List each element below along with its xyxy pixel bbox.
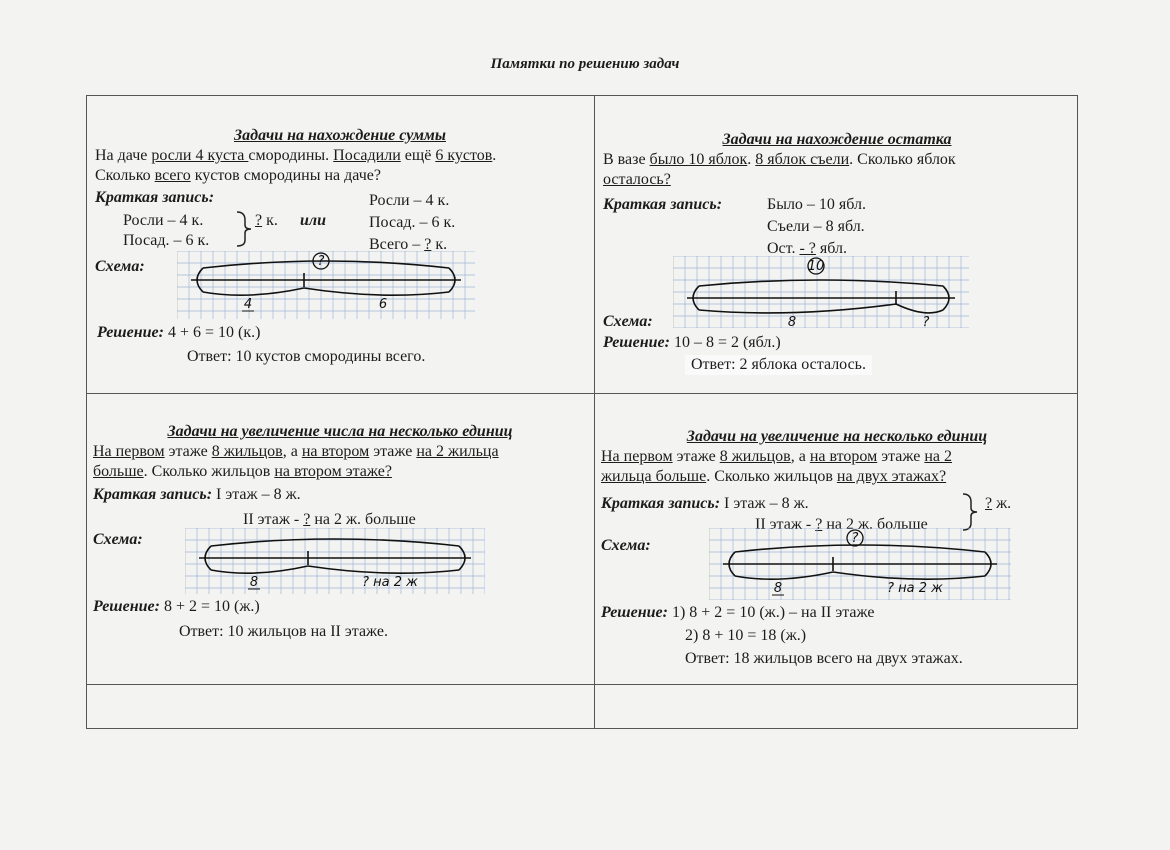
problem-text: В вазе было 10 яблок. 8 яблок съели. Сколько яблок	[603, 151, 956, 168]
problem-text: На первом этаже 8 жильцов, а на втором этаже на 2	[601, 448, 953, 465]
top-value-label: 10	[807, 259, 825, 274]
scheme-label: Схема:	[603, 313, 653, 330]
part-arc	[833, 572, 985, 579]
right-part-label: ? на 2 ж	[362, 575, 418, 590]
whole-arc	[699, 280, 943, 286]
solution-step-2: 2) 8 + 10 = 18 (ж.)	[685, 627, 807, 644]
solution: Решение: 4 + 6 = 10 (к.)	[97, 324, 261, 341]
short-record-alt: Росли – 4 к. Посад. – 6 к. Всего – ? к.	[369, 192, 456, 253]
short-record-lines: II этаж - ? на 2 ж. больше	[243, 511, 416, 528]
problem-text: На первом этаже 8 жильцов, а на втором этаже на 2 жильца	[93, 443, 499, 460]
short-record: Краткая запись: I этаж – 8 ж.	[93, 486, 301, 503]
short-record-label: Краткая запись:	[603, 196, 723, 213]
solution: Решение: 1) 8 + 2 = 10 (ж.) – на II этаже	[601, 604, 875, 621]
section-sum	[95, 126, 585, 186]
part-arc	[304, 288, 449, 295]
left-part-label: 8	[773, 581, 783, 596]
whole-arc	[735, 545, 985, 552]
section-heading: Задачи на нахождение остатка	[722, 131, 952, 148]
problem-text: Сколько всего кустов смородины на даче?	[95, 167, 381, 184]
short-record	[95, 188, 214, 208]
problem-text: На даче росли 4 куста смородины. Посадили ещё 6 кустов.	[95, 147, 497, 164]
section-heading: Задачи на увеличение числа на несколько единиц	[167, 423, 513, 440]
short-record-lines: II этаж - ? на 2 ж. больше	[755, 516, 928, 533]
problem-text: осталось?	[603, 171, 671, 188]
question-total: ? к.	[255, 212, 278, 229]
section-remainder	[603, 130, 1071, 190]
right-part-label: ? на 2 ж	[887, 581, 943, 596]
solution: Решение: 8 + 2 = 10 (ж.)	[93, 598, 260, 615]
left-part-label: 8	[249, 575, 259, 590]
section-increase-number	[93, 422, 587, 482]
short-record-label: Краткая запись:	[93, 486, 213, 503]
short-record	[603, 195, 722, 215]
solution: Решение: 10 – 8 = 2 (ябл.)	[603, 334, 781, 351]
problem-text: жильца больше. Сколько жильцов на двух этажах?	[601, 468, 947, 485]
scheme-diagram	[185, 528, 485, 594]
page-title: Памятки по решению задач	[490, 56, 680, 72]
section-heading: Задачи на увеличение на несколько единиц	[686, 428, 988, 445]
short-record-lines: Росли – 4 к. Посад. – 6 к.	[123, 212, 210, 249]
scheme-label: Схема:	[93, 531, 143, 548]
short-record: Краткая запись: I этаж – 8 ж.	[601, 495, 809, 512]
or-word: или	[300, 212, 327, 229]
row-divider	[87, 393, 1077, 394]
short-record-label: Краткая запись:	[95, 189, 215, 206]
answer: Ответ: 2 яблока осталось.	[685, 355, 872, 375]
scheme-label: Схема:	[601, 537, 651, 554]
top-value-label: ?	[851, 531, 859, 546]
scheme-label: Схема:	[95, 258, 145, 275]
scheme-diagram	[177, 251, 475, 319]
column-divider	[594, 96, 595, 728]
scheme-diagram	[709, 528, 1011, 600]
short-record-label: Краткая запись:	[601, 495, 721, 512]
left-part-label: 4	[243, 297, 253, 312]
part-arc	[735, 572, 833, 579]
top-value-label: ?	[317, 254, 325, 269]
left-part-label: 8	[787, 315, 797, 328]
right-part-label: 6	[378, 297, 388, 312]
row-divider	[87, 684, 1077, 685]
curly-brace-icon	[233, 208, 255, 250]
part-arc	[211, 566, 308, 573]
answer: Ответ: 18 жильцов всего на двух этажах.	[685, 650, 963, 667]
short-record-lines: Было – 10 ябл. Съели – 8 ябл. Ост. - ? ябл.	[767, 196, 867, 257]
part-arc	[203, 288, 304, 295]
task-table	[86, 95, 1078, 729]
answer: Ответ: 10 жильцов на II этаже.	[179, 623, 388, 640]
scheme-diagram	[673, 256, 969, 328]
question-total: ? ж.	[985, 495, 1012, 512]
section-increase-units	[601, 427, 1073, 487]
part-arc	[896, 304, 943, 313]
problem-text: больше. Сколько жильцов на втором этаже?	[93, 463, 392, 480]
part-arc	[308, 566, 459, 573]
section-heading: Задачи на нахождение суммы	[233, 127, 446, 144]
part-arc	[699, 304, 896, 313]
answer: Ответ: 10 кустов смородины всего.	[187, 348, 426, 365]
right-part-label: ?	[922, 315, 930, 328]
